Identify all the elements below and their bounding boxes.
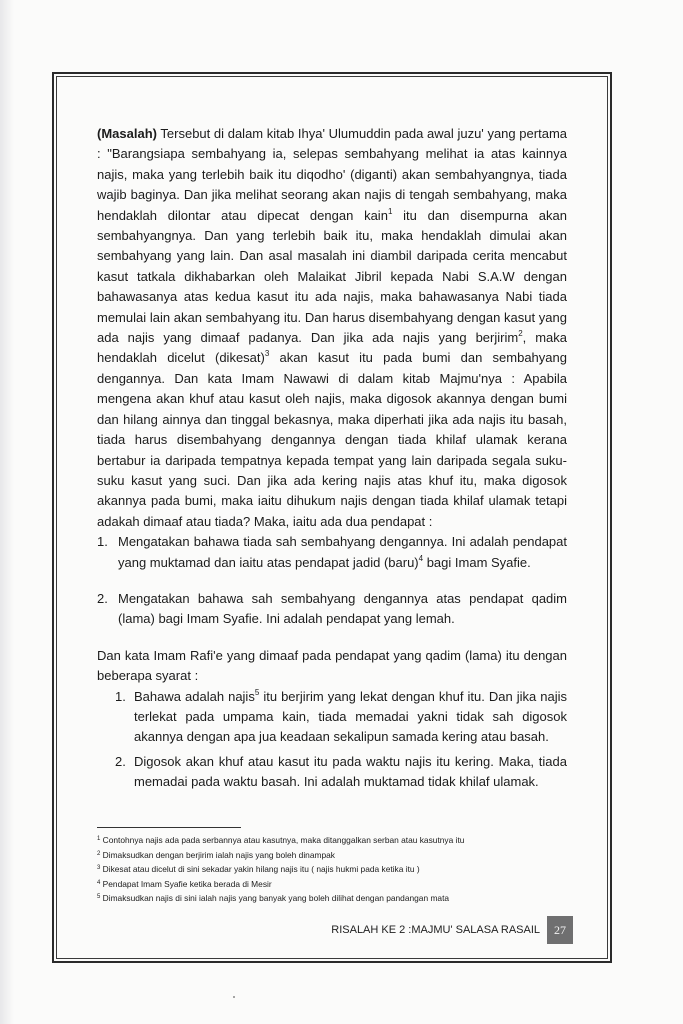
footnote-text: Contohnya najis ada pada serbannya atau kasutnya, maka ditanggalkan serban atau kasutnya itu bbox=[100, 835, 465, 845]
list-item bbox=[97, 589, 567, 630]
list-number: 2. bbox=[115, 753, 126, 769]
list-text: Bahawa adalah najis bbox=[134, 688, 255, 704]
footnote-text: Dimaksudkan najis di sini ialah najis yang banyak yang boleh dilihat dengan pandangan mata bbox=[100, 893, 450, 904]
page-edge-shadow bbox=[0, 0, 14, 1024]
footnote bbox=[97, 833, 567, 848]
list-item bbox=[97, 532, 567, 573]
footnote-ref-5: 5 bbox=[254, 687, 260, 697]
list-text: bagi Imam Syafie. bbox=[423, 554, 531, 570]
page-body bbox=[97, 124, 567, 797]
footnote-text: Pendapat Imam Syafie ketika berada di Mesir bbox=[100, 878, 272, 889]
paragraph-text: akan kasut itu pada bumi dan sembahyang dengannya. Dan kata Imam Nawawi di dalam kitab Majmu'nya : Apabila mengena akan khuf atau kasut oleh najis, maka digosok akannya dengan bumi dan hilang ainnya dan tinggal bekasnya, maka diperhati jika ada najis itu basah, tiada harus disembahyang dengannya dengan tiada khilaf ulamak kerana bertabur ia daripada tempatnya kepada tempat yang lain daripada segala suku-suku kasut yang suci. Dan jika ada kering najis atas khuf itu, maka digosok akannya pada bumi, maka iaitu dihukum najis dengan tiada khilaf ulamak tetapi adakah dimaaf atau tiada? Maka, iaitu ada dua pendapat : bbox=[97, 350, 567, 529]
footnote-number: 4 bbox=[97, 879, 101, 886]
footnote-ref-2: 2 bbox=[518, 329, 523, 339]
list-item bbox=[97, 752, 567, 793]
footnote-ref-1: 1 bbox=[387, 206, 393, 216]
list-text: Mengatakan bahawa sah sembahyang dengannya atas pendapat qadim (lama) bagi Imam Syafie. Ini adalah pendapat yang lemah. bbox=[118, 590, 567, 627]
opinion-list bbox=[97, 532, 567, 630]
footnote bbox=[97, 848, 567, 863]
list-number: 1. bbox=[97, 534, 108, 550]
rafie-paragraph: Dan kata Imam Rafi'e yang dimaaf pada pendapat yang qadim (lama) itu dengan beberapa syarat : bbox=[97, 647, 567, 684]
paragraph-text: , maka hendaklah dicelut (dikesat) bbox=[97, 330, 568, 366]
list-text: Digosok akan khuf atau kasut itu pada waktu najis itu kering. Maka, tiada memadai pada waktu basah. Ini adalah muktamad tidak khilaf ulamak. bbox=[134, 753, 567, 790]
paragraph-text: itu dan disempurna akan sembahyangnya. Dan yang terlebih baik itu, maka hendaklah dimulai akan sembahyang yang lain. Dan asal masalah ini diambil daripada cerita mencabut kasut tatkala dikhabarkan oleh Malaikat Jibril kepada Nabi S.A.W dengan bahawasanya atas kedua kasut itu ada najis, maka bahawasanya Nabi tiada memulai lain akan sembahyang itu. Dan harus disembahyang dengan kasut yang ada najis yang dimaaf padanya. Dan jika ada najis yang berjirim bbox=[97, 207, 567, 346]
masalah-label: (Masalah) bbox=[97, 126, 157, 141]
list-text: itu berjirim yang lekat dengan khuf itu. Dan jika najis terlekat pada umpama kain, tiada memadai yakni tidak sah digosok akannya dengan apa jua keadaan sekalipun samada kering atau basah. bbox=[134, 688, 567, 745]
masalah-paragraph bbox=[97, 124, 567, 532]
scan-speck bbox=[233, 996, 235, 998]
list-text: Mengatakan bahawa tiada sah sembahyang dengannya. Ini adalah pendapat yang muktamad dan iaitu atas pendapat jadid (baru) bbox=[118, 534, 567, 570]
footnote bbox=[97, 877, 567, 892]
condition-list bbox=[97, 687, 567, 793]
footnotes bbox=[97, 833, 567, 906]
list-number: 2. bbox=[97, 590, 108, 606]
footnote-text: Dimaksudkan dengan berjirim ialah najis yang boleh dinampak bbox=[100, 849, 335, 860]
footnote-number: 2 bbox=[97, 850, 101, 857]
footnote-divider bbox=[97, 827, 241, 828]
footnote-number: 1 bbox=[97, 836, 101, 842]
footnote-ref-3: 3 bbox=[264, 349, 270, 359]
footnote bbox=[97, 891, 567, 906]
footnote-text: Dikesat atau dicelut di sini sekadar yakin hilang najis itu ( najis hukmi pada ketika itu ) bbox=[100, 864, 420, 875]
list-item bbox=[97, 687, 567, 748]
list-number: 1. bbox=[115, 688, 126, 704]
footnote-ref-4: 4 bbox=[418, 553, 424, 563]
paragraph-text: Tersebut di dalam kitab Ihya' Ulumuddin pada awal juzu' yang pertama : "Barangsiapa sembahyang ia, selepas sembahyang melihat ia atas kainnya najis, maka yang terlebih baik itu diqodho' (diganti) akan sembahyangnya, tiada wajib baginya. Dan jika melihat seorang akan najis di tengah sembahyang, maka hendaklah dilontar atau dipecat dengan kain bbox=[97, 126, 567, 223]
running-footer: RISALAH KE 2 :MAJMU' SALASA RASAIL bbox=[331, 924, 540, 936]
footnote-number: 5 bbox=[97, 894, 101, 901]
footnote bbox=[97, 862, 567, 877]
page-number-badge: 27 bbox=[547, 916, 573, 944]
footnote-number: 3 bbox=[97, 865, 101, 872]
